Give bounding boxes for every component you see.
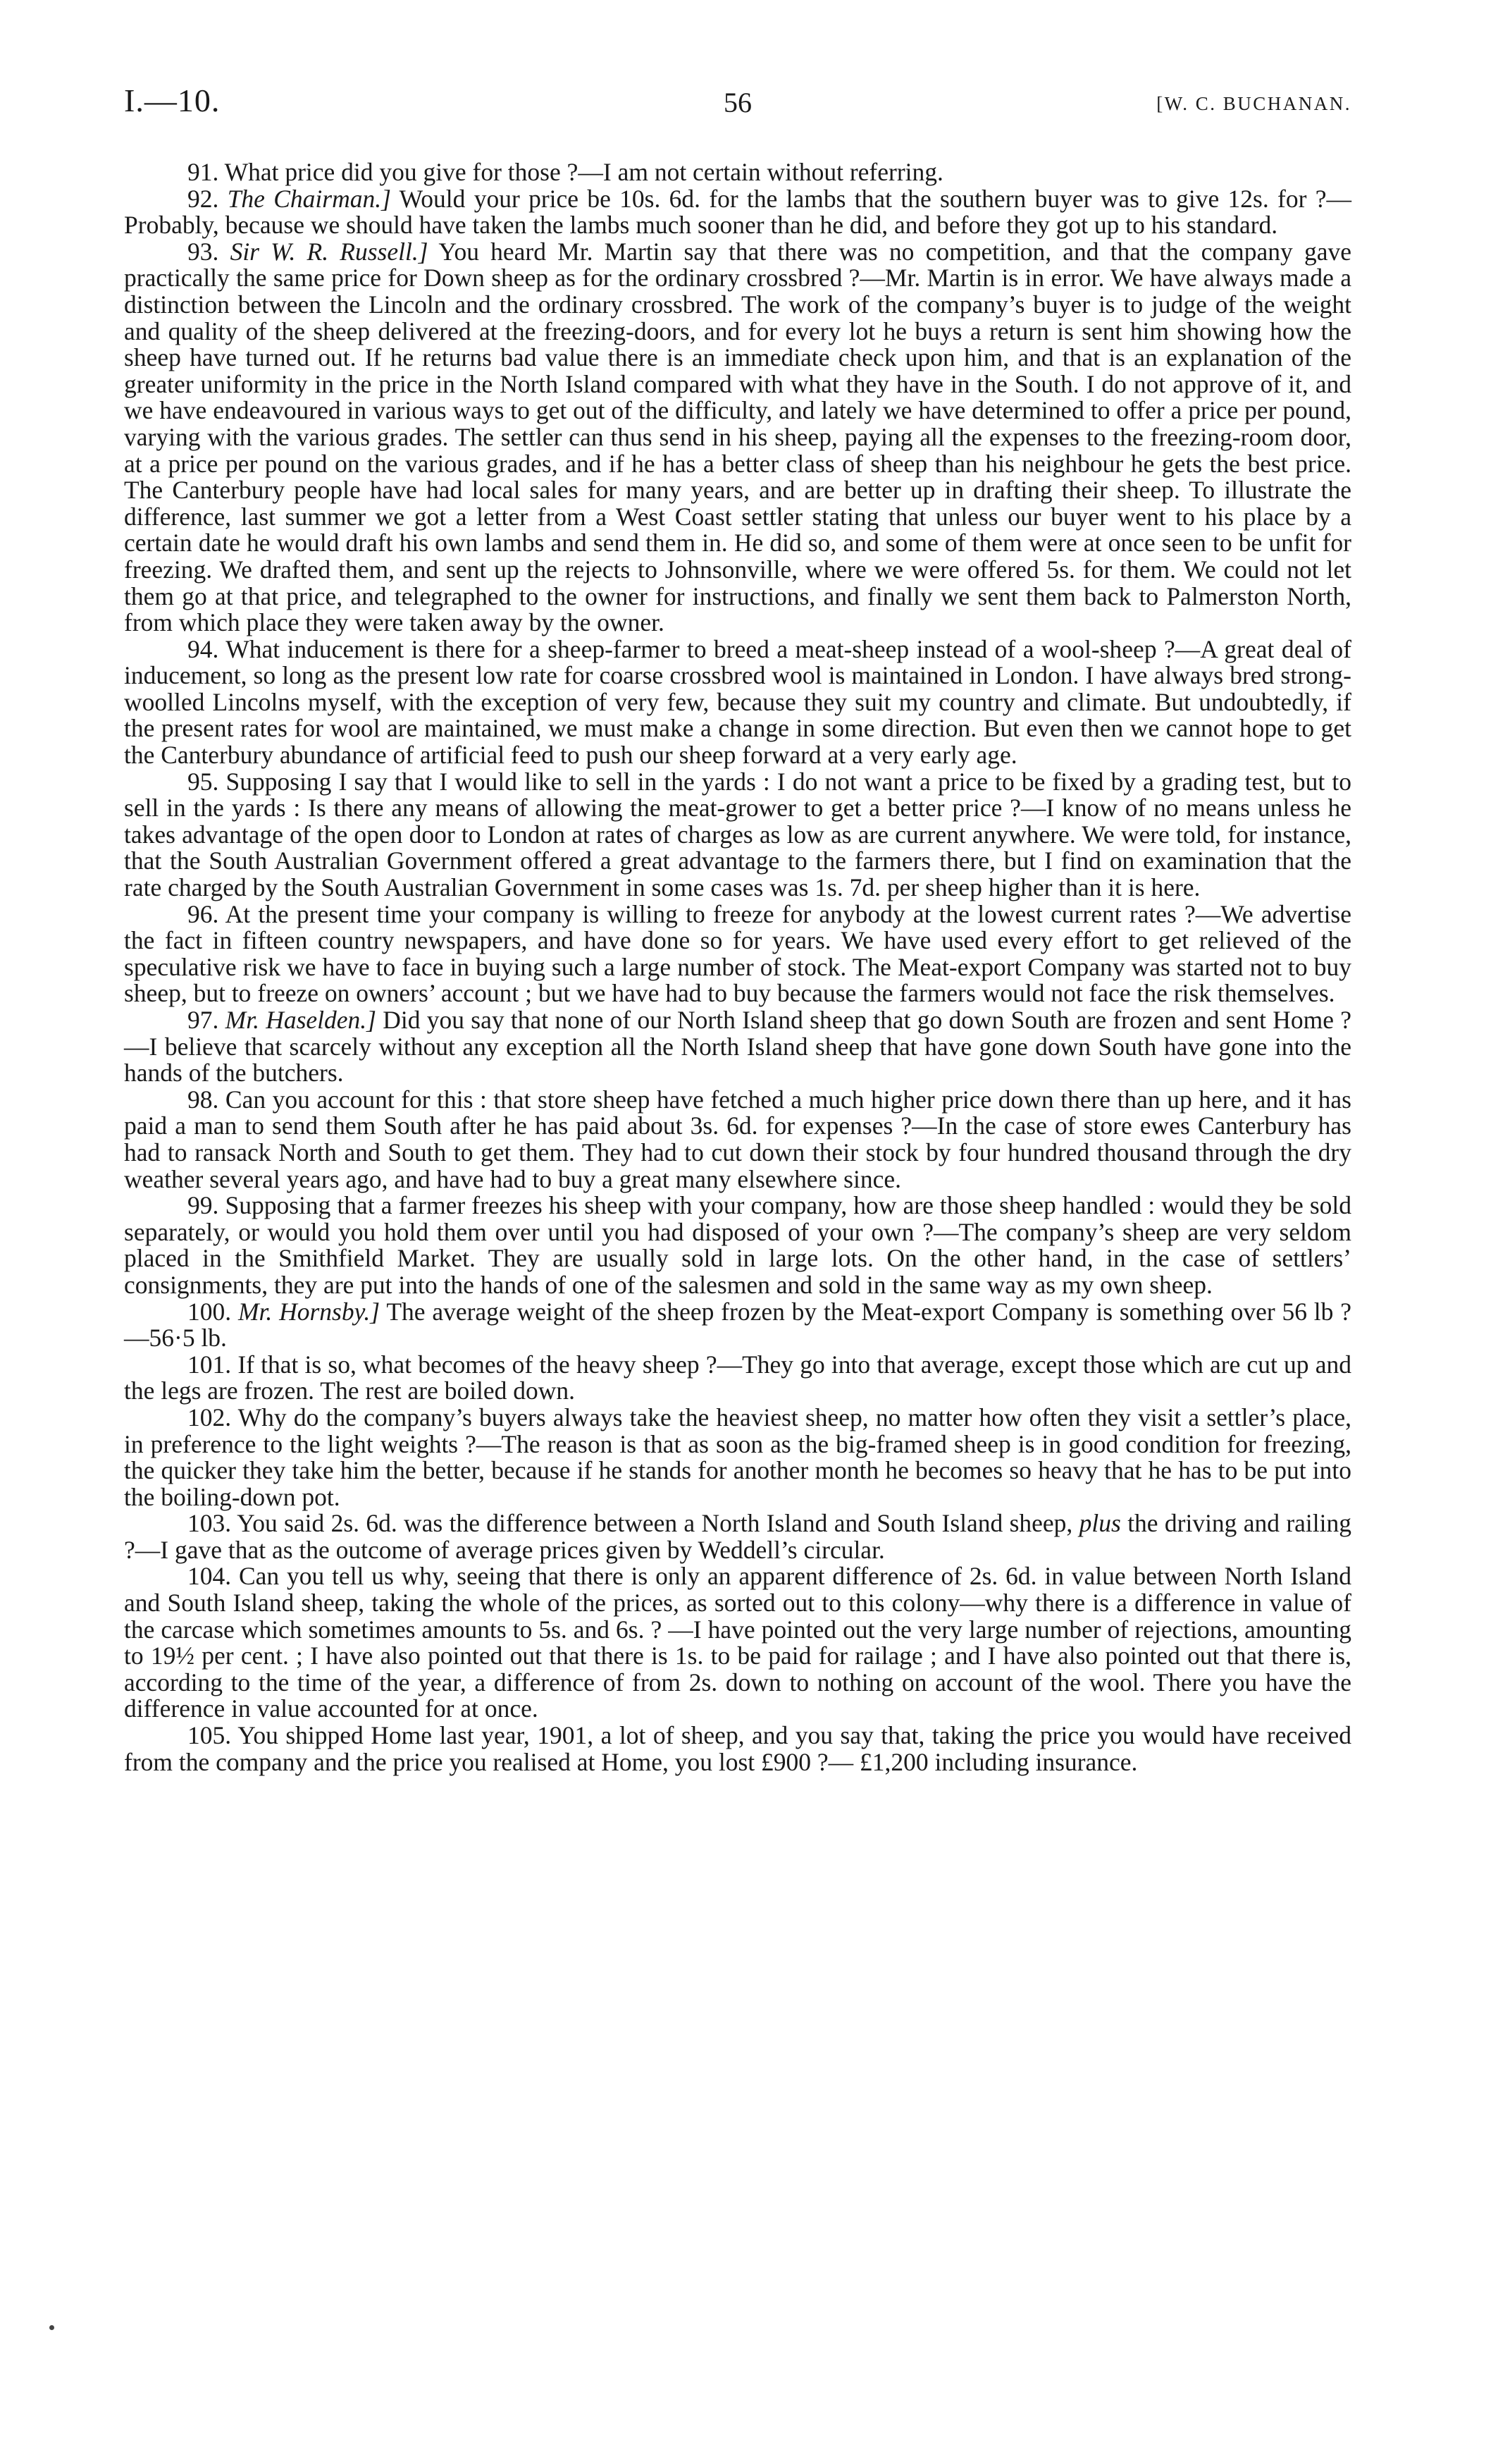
paragraph-96 <box>124 901 1351 1007</box>
paragraph-text: The average weight of the sheep frozen by the Meat-export Company is something over 56 lb ?—56·5 lb. <box>124 1297 1352 1353</box>
question-number: 93. <box>187 237 219 266</box>
paragraph-102 <box>124 1405 1351 1510</box>
question-number: 91. <box>187 158 219 186</box>
paragraph-text: If that is so, what becomes of the heavy sheep ?—They go into that average, except those which are cut up and the legs are frozen. The rest are boiled down. <box>124 1350 1351 1405</box>
paragraph-99 <box>124 1193 1351 1298</box>
paragraph-text: Can you tell us why, seeing that there is only an apparent difference of 2s. 6d. in value between North Island and South Island sheep, taking the whole of the prices, as sorted out to this colony—why there is a difference in value of the carcase which sometimes amounts to 5s. and 6s. ? —I have pointed out the very large number of rejections, amounting to 19½ per cent. ; I have also pointed out that there is 1s. to be paid for railage ; and I have also pointed out that there is, according to the time of the year, a difference of from 2s. down to nothing on account of the wool. There you have the difference in value accounted for at once. <box>124 1562 1351 1723</box>
paragraph-91 <box>124 159 1351 186</box>
speaker-name: Sir W. R. Russell.] <box>230 237 428 266</box>
paragraph-text: What price did you give for those ?—I am not certain without referring. <box>224 158 943 186</box>
section-reference: I.—10. <box>124 82 221 118</box>
page-number: 56 <box>724 87 752 118</box>
paragraph-98 <box>124 1087 1351 1193</box>
question-number: 102. <box>187 1403 232 1431</box>
paragraph-text: You heard Mr. Martin say that there was no competition, and that the company gave practically the same price for Down sheep as for the ordinary crossbred ?—Mr. Martin is in error. We have always made a distinction between the Lincoln and the ordinary crossbred. The work of the company’s buyer is to judge of the weight and quality of the sheep delivered at the freezing-doors, and for every lot he buys a return is sent him showing how the sheep have turned out. If he returns bad value there is an immediate check upon him, and that is an explanation of the greater uniformity in the price in the North Island compared with what they have in the South. I do not approve of it, and we have endeavoured in various ways to get out of the difficulty, and lately we have determined to offer a price per pound, varying with the various grades. The settler can thus send in his sheep, paying all the expenses to the freezing-room door, at a price per pound on the various grades, and if he has a better class of sheep than his neighbour he gets the best price. The Canterbury people have had local sales for many years, and are better up in drafting their sheep. To illustrate the difference, last summer we got a letter from a West Coast settler stating that unless our buyer went to his place by a certain date he would draft his own lambs and send them in. He did so, and some of them were at once seen to be unfit for freezing. We drafted them, and sent up the rejects to Johnsonville, where we were offered 5s. for them. We could not let them go at that price, and telegraphed to the owner for instructions, and finally we sent them back to Palmerston North, from which place they were taken away by the owner. <box>124 237 1351 637</box>
speaker-name: The Chairman.] <box>227 184 391 213</box>
paragraph-text: What inducement is there for a sheep-farmer to breed a meat-sheep instead of a wool-sheep ?—A great deal of inducement, so long as the present low rate for coarse crossbred wool is maintained in London. I have always bred strong-woolled Lincolns myself, with the exception of very few, because they suit my country and climate. But undoubtedly, if the present rates for wool are maintained, we must make a change in some direction. But even then we cannot hope to get the Canterbury abundance of artificial feed to push our sheep forward at a very early age. <box>124 634 1351 770</box>
paragraph-text-continued: the driving and railing ?—I gave that as the outcome of average prices given by Weddell’s circular. <box>124 1509 1352 1564</box>
question-number: 98. <box>187 1085 219 1114</box>
page-body <box>124 159 1351 1775</box>
question-number: 100. <box>187 1297 232 1326</box>
paragraph-93 <box>124 239 1351 636</box>
paragraph-94 <box>124 636 1351 769</box>
paragraph-text: Why do the company’s buyers always take the heaviest sheep, no matter how often they visit a settler’s place, in preference to the light weights ?—The reason is that as soon as the big-framed sheep is in good condition for freezing, the quicker they take him the better, because if he stands for another month he becomes so heavy that he has to be put into the boiling-down pot. <box>124 1403 1351 1511</box>
paragraph-104 <box>124 1563 1351 1723</box>
question-number: 92. <box>187 184 219 213</box>
question-number: 101. <box>187 1350 232 1379</box>
paragraph-103 <box>124 1510 1351 1563</box>
paragraph-text: Would your price be 10s. 6d. for the lambs that the southern buyer was to give 12s. for ?—Probably, because we should have taken the lambs much sooner than he did, and before they got up to his standard. <box>124 184 1352 240</box>
witness-name: [W. C. BUCHANAN. <box>1156 93 1351 114</box>
paragraph-text: At the present time your company is willing to freeze for anybody at the lowest current rates ?—We advertise the fact in fifteen country newspapers, and have done so for years. We have used every effort to get relieved of the speculative risk we have to face in buying such a large number of stock. The Meat-export Company was started not to buy sheep, but to freeze on owners’ account ; but we have had to buy because the farmers would not face the risk themselves. <box>124 899 1351 1008</box>
question-number: 103. <box>187 1509 232 1538</box>
page-header <box>124 76 1351 134</box>
paragraph-95 <box>124 769 1351 901</box>
question-number: 105. <box>187 1721 232 1750</box>
question-number: 97. <box>187 1006 219 1034</box>
question-number: 94. <box>187 634 219 663</box>
question-number: 95. <box>187 767 219 796</box>
speaker-name: Mr. Haselden.] <box>225 1006 376 1034</box>
paragraph-92 <box>124 186 1351 239</box>
paragraph-text: You shipped Home last year, 1901, a lot of sheep, and you say that, taking the price you would have received from the company and the price you realised at Home, you lost £900 ?— £1,200 including insurance. <box>124 1721 1351 1776</box>
paragraph-97 <box>124 1007 1351 1087</box>
paragraph-105 <box>124 1723 1351 1775</box>
question-number: 99. <box>187 1191 219 1220</box>
margin-speck <box>49 2325 54 2330</box>
document-page <box>124 76 1352 1776</box>
paragraph-text: Did you say that none of our North Island sheep that go down South are frozen and sent Home ?—I believe that scarcely without any exception all the North Island sheep that have gone down South have gone into the hands of the butchers. <box>124 1006 1351 1088</box>
paragraph-text: You said 2s. 6d. was the difference between a North Island and South Island sheep, <box>237 1509 1073 1538</box>
question-number: 96. <box>187 899 219 928</box>
paragraph-text: Supposing that a farmer freezes his sheep with your company, how are those sheep handled : would they be sold separately, or would you hold them over until you had disposed of your own ?—The company’s sheep are very seldom placed in the Smithfield Market. They are usually sold in large lots. On the other hand, in the case of settlers’ consignments, they are put into the hands of one of the salesmen and sold in the same way as my own sheep. <box>124 1191 1352 1299</box>
paragraph-101 <box>124 1352 1351 1405</box>
paragraph-text: Can you account for this : that store sheep have fetched a much higher price down there than up here, and it has paid a man to send them South after he has paid about 3s. 6d. for expenses ?—In the case of store ewes Canterbury has had to ransack North and South to get them. They had to cut down their stock by four hundred thousand through the dry weather several years ago, and have had to buy a great many elsewhere since. <box>124 1085 1352 1193</box>
emphasis-text: plus <box>1079 1509 1121 1538</box>
paragraph-text: Supposing I say that I would like to sell in the yards : I do not want a price to be fixed by a grading test, but to sell in the yards : Is there any means of allowing the meat-grower to get a better price ?—I know of no means unless he takes advantage of the open door to London at rates of charges as low as are current anywhere. We were told, for instance, that the South Australian Government offered a great advantage to the farmers there, but I find on examination that the rate charged by the South Australian Government in some cases was 1s. 7d. per sheep higher than it is here. <box>124 767 1352 902</box>
speaker-name: Mr. Hornsby.] <box>237 1297 380 1326</box>
question-number: 104. <box>187 1562 232 1591</box>
paragraph-100 <box>124 1299 1351 1352</box>
